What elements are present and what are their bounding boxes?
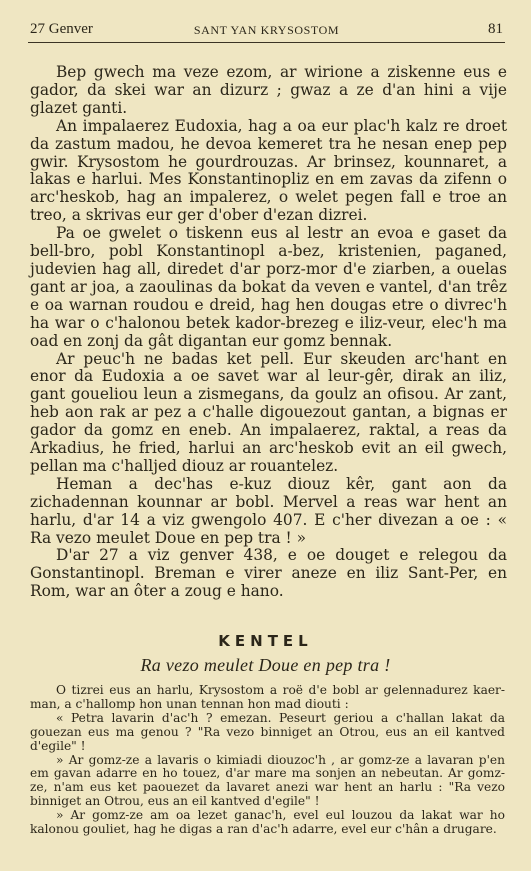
main-text: [30, 64, 507, 601]
lesson-text: [30, 684, 505, 837]
paragraph: Heman a dec'has e-kuz diouz kêr, gant aon da zichadennan kounnar ar bobl. Mervel a reas war hent an harlu, d'ar 14 a viz gwengolo 407. E c'her divezan a oe : « Ra vezo meulet Doue en pep tra ! »: [30, 474, 507, 547]
header-rule: [28, 42, 505, 43]
paragraph: D'ar 27 a viz genver 438, e oe douget e relegou da Gonstantinopl. Breman e virer aneze en iliz Sant-Per, en Rom, war an ôter a zoug e hano.: [30, 546, 507, 601]
header-title: SANT YAN KRYSOSTOM: [193, 23, 340, 37]
paragraph: Ar peuc'h ne badas ket pell. Eur skeuden arc'hant en enor da Eudoxia a oe savet war al leur-gêr, dirak an iliz, gant goueliou leun a zismegans, da goulz an ofisou. Ar zant, heb aon rak ar pez a c'halle digouezout gantan, a bignas er gador da gomz en eneb. An impalaerez, raktal, a reas da Arkadius, he fried, harlui an arc'heskob evit an eil gwech, pellan ma c'halljed diouz ar rouantelez.: [30, 349, 507, 475]
paragraph: Pa oe gwelet o tiskenn eus al lestr an evoa e gaset da bell-bro, pobl Konstantinopl a-bez, kristenien, paganed, judevien hag all, diredet d'ar porz-mor d'e ziarben, a ouelas gant ar joa, a zaoulinas da bokat da veven e vantel, d'an trêz e oa warnan roudou e dreid, hag hen dougas etre o divrec'h ha war o c'halonou betek kador-brezeg e iliz-veur, elec'h ma oad en zonj da gât digantan eur gomz bennak.: [30, 224, 507, 350]
paragraph: Bep gwech ma veze ezom, ar wirione a ziskenne eus e gador, da skei war an dizurz ; gwaz a ze d'an hini a vije glazet ganti.: [30, 63, 507, 117]
page-number: 81: [488, 21, 503, 37]
paragraph: An impalaerez Eudoxia, hag a oa eur plac'h kalz re droet da zastum madou, he devoa kemeret tra he nesan enep pep gwir. Krysostom he gourdrouzas. Ar brinsez, kounnaret, a lakas e harlui. Mes Konstantinopliz en em zavas da zifenn o arc'heskob, hag an impalerez, o welet pegen fall e troe an treo, a skrivas eur ger d'ober d'ezan dizrei.: [30, 116, 507, 225]
lesson-paragraph: » Ar gomz-ze a lavaris o kimiadi diouzoc'h , ar gomz-ze a lavaran p'en em gavan adarre en ho touez, d'ar mare ma sonjen an nebeutan. Ar gomz-ze, n'am eus ket paouezet da lavaret anezi war hent an harlu : "Ra vezo binniget an Otrou, eus an eil kantved d'egile" !: [30, 752, 505, 809]
lesson-paragraph: » Ar gomz-ze am oa lezet ganac'h, evel eul louzou da lakat war ho kalonou gouliet, hag he digas a ran d'ac'h adarre, evel eur c'hân a drugare.: [30, 808, 505, 837]
running-header: [30, 18, 503, 40]
lesson-paragraph: O tizrei eus an harlu, Krysostom a roë d'e bobl ar gelennadurez kaer-man, a c'hallomp hon unan tennan hon mad diouti :: [30, 683, 505, 711]
lesson-paragraph: « Petra lavarin d'ac'h ? emezan. Peseurt geriou a c'hallan lakat da gouezan eus ma genou ? "Ra vezo binniget an Otrou, eus an eil kantved d'egile" !: [30, 710, 505, 753]
lesson-motto: Ra vezo meulet Doue en pep tra !: [140, 655, 391, 675]
header-date: 27 Genver: [30, 21, 93, 37]
lesson-heading: KENTEL: [218, 632, 313, 650]
